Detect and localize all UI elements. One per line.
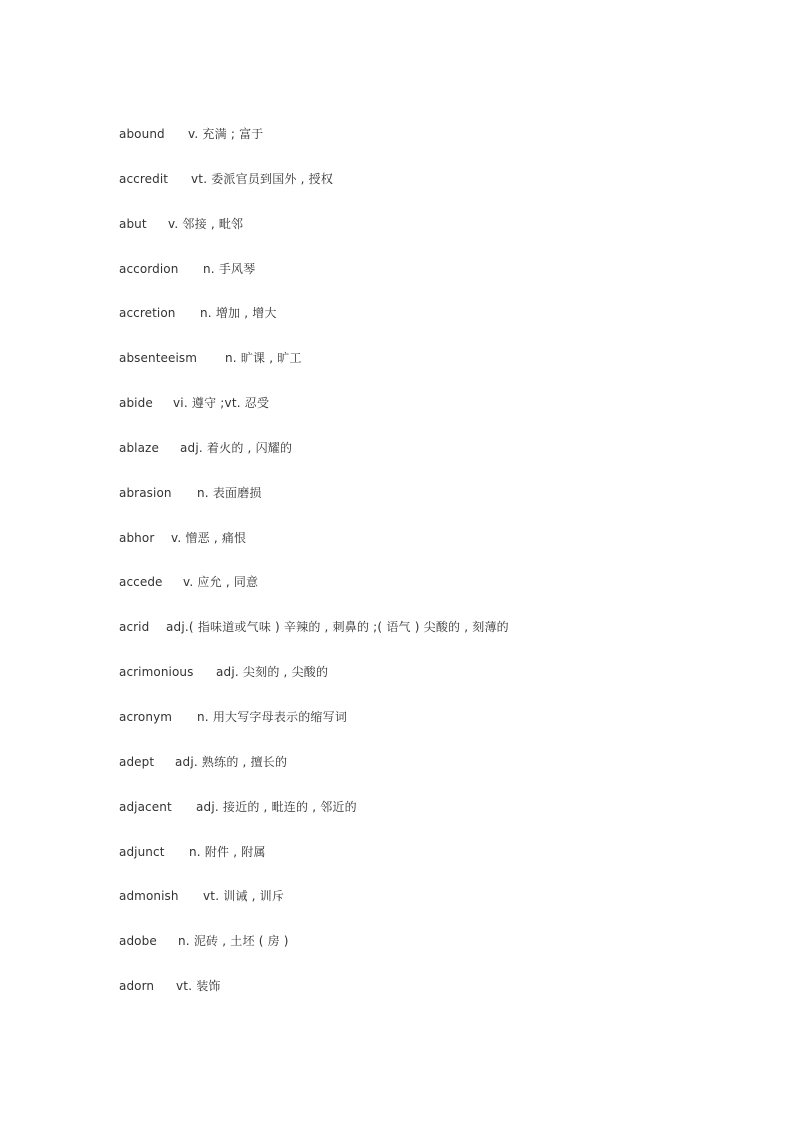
vocab-entry [119, 662, 739, 707]
vocab-definition: adj.( 指味道或气味 ) 辛辣的 , 刺鼻的 ;( 语气 ) 尖酸的 , 刻薄的 [166, 620, 509, 635]
vocab-word: adept [119, 754, 155, 769]
vocab-word: abut [119, 216, 147, 231]
vocab-word: abhor [119, 530, 155, 545]
vocab-definition: vt. 委派官员到国外 , 授权 [191, 171, 334, 186]
vocab-definition: vt. 训诫 , 训斥 [203, 889, 285, 904]
vocab-entry [119, 169, 739, 214]
vocab-entry [119, 572, 739, 617]
vocab-definition: n. 手风琴 [203, 261, 256, 276]
vocab-entry [119, 438, 739, 483]
vocab-word: accredit [119, 171, 169, 186]
vocab-definition: v. 充满 ; 富于 [188, 127, 264, 141]
vocab-definition: vi. 遵守 ;vt. 忍受 [173, 396, 270, 411]
vocab-entry [119, 707, 739, 752]
vocab-word: absenteeism [119, 351, 198, 366]
vocab-word: admonish [119, 889, 179, 904]
vocab-definition: n. 表面磨损 [197, 485, 262, 500]
vocab-word: ablaze [119, 440, 159, 455]
vocabulary-list [119, 124, 739, 1021]
vocab-definition: adj. 尖刻的 , 尖酸的 [216, 665, 329, 680]
vocab-entry [119, 842, 739, 887]
vocab-definition: n. 增加 , 增大 [200, 306, 277, 321]
vocab-definition: adj. 着火的 , 闪耀的 [180, 440, 293, 455]
vocab-definition: n. 附件 , 附属 [189, 844, 266, 859]
vocab-word: adobe [119, 934, 157, 949]
vocab-entry [119, 259, 739, 304]
vocab-entry [119, 124, 739, 169]
vocab-word: acrimonious [119, 665, 194, 680]
vocab-entry [119, 303, 739, 348]
vocab-entry [119, 886, 739, 931]
vocab-word: adorn [119, 979, 155, 994]
vocab-word: adjunct [119, 844, 165, 859]
vocab-definition: n. 用大写字母表示的缩写词 [197, 709, 348, 724]
vocab-entry [119, 617, 739, 662]
vocab-word: abrasion [119, 485, 172, 500]
vocab-entry [119, 348, 739, 393]
vocab-entry [119, 976, 739, 1021]
vocab-entry [119, 931, 739, 976]
vocab-definition: n. 旷课 , 旷工 [225, 351, 302, 366]
vocab-definition: vt. 装饰 [176, 979, 221, 994]
vocab-definition: v. 应允 , 同意 [183, 575, 259, 590]
vocab-entry [119, 797, 739, 842]
vocab-entry [119, 752, 739, 797]
vocab-definition: adj. 熟练的 , 擅长的 [175, 754, 288, 769]
vocab-word: accede [119, 575, 163, 590]
vocab-entry [119, 214, 739, 259]
vocab-word: abound [119, 127, 165, 141]
vocab-word: accretion [119, 306, 176, 321]
vocab-definition: v. 邻接 , 毗邻 [168, 216, 244, 231]
vocab-entry [119, 393, 739, 438]
vocab-entry [119, 528, 739, 573]
vocab-word: adjacent [119, 799, 172, 814]
vocab-word: acronym [119, 709, 173, 724]
vocab-word: acrid [119, 620, 150, 635]
vocab-word: accordion [119, 261, 179, 276]
vocab-definition: v. 憎恶 , 痛恨 [171, 530, 247, 545]
vocab-word: abide [119, 396, 153, 411]
vocab-definition: n. 泥砖 , 土坯 ( 房 ) [178, 934, 289, 949]
vocab-entry [119, 483, 739, 528]
vocab-definition: adj. 接近的 , 毗连的 , 邻近的 [196, 799, 357, 814]
